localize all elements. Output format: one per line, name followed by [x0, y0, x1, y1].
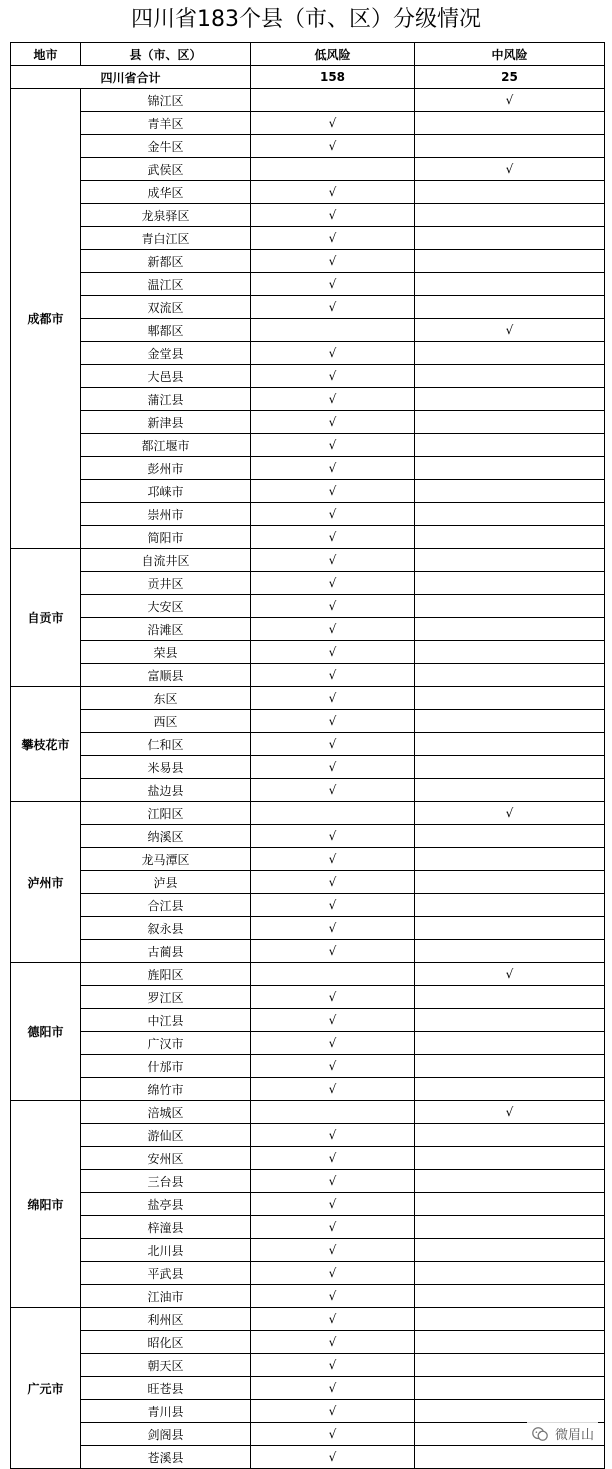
low-risk-cell: √ [251, 733, 415, 756]
county-cell: 旌阳区 [81, 963, 251, 986]
low-risk-cell: √ [251, 825, 415, 848]
table-row [11, 434, 605, 457]
county-cell: 简阳市 [81, 526, 251, 549]
table-row [11, 963, 605, 986]
low-risk-cell: √ [251, 1032, 415, 1055]
table-row [11, 1009, 605, 1032]
table-row [11, 572, 605, 595]
city-cell: 攀枝花市 [11, 687, 81, 802]
city-cell: 成都市 [11, 89, 81, 549]
table-row [11, 1331, 605, 1354]
county-cell: 都江堰市 [81, 434, 251, 457]
county-cell: 游仙区 [81, 1124, 251, 1147]
mid-risk-cell [415, 618, 605, 641]
mid-risk-cell [415, 1078, 605, 1101]
county-cell: 金牛区 [81, 135, 251, 158]
mid-risk-cell [415, 1239, 605, 1262]
low-risk-cell: √ [251, 250, 415, 273]
table-row [11, 940, 605, 963]
watermark [527, 1422, 598, 1445]
table-row [11, 618, 605, 641]
low-risk-cell: √ [251, 779, 415, 802]
table-row [11, 135, 605, 158]
watermark-text: 微眉山 [554, 1428, 594, 1443]
table-row [11, 1032, 605, 1055]
mid-risk-cell [415, 1216, 605, 1239]
mid-risk-cell [415, 687, 605, 710]
low-risk-cell: √ [251, 526, 415, 549]
mid-risk-cell [415, 664, 605, 687]
low-risk-cell: √ [251, 549, 415, 572]
table-row [11, 1055, 605, 1078]
county-cell: 锦江区 [81, 89, 251, 112]
table-row [11, 365, 605, 388]
mid-risk-cell [415, 1308, 605, 1331]
mid-risk-cell [415, 1446, 605, 1469]
table-row [11, 112, 605, 135]
page-title: 四川省183个县（市、区）分级情况 [131, 7, 481, 32]
county-cell: 自流井区 [81, 549, 251, 572]
total-low: 158 [251, 66, 415, 89]
county-cell: 金堂县 [81, 342, 251, 365]
county-cell: 龙泉驿区 [81, 204, 251, 227]
mid-risk-cell [415, 1354, 605, 1377]
table-row [11, 756, 605, 779]
mid-risk-cell [415, 434, 605, 457]
mid-risk-cell [415, 1400, 605, 1423]
mid-risk-cell [415, 526, 605, 549]
low-risk-cell: √ [251, 1308, 415, 1331]
table-row [11, 1170, 605, 1193]
county-cell: 盐边县 [81, 779, 251, 802]
table-row [11, 1101, 605, 1124]
low-risk-cell: √ [251, 1400, 415, 1423]
county-cell: 青羊区 [81, 112, 251, 135]
county-cell: 富顺县 [81, 664, 251, 687]
low-risk-cell: √ [251, 227, 415, 250]
low-risk-cell: √ [251, 848, 415, 871]
low-risk-cell: √ [251, 365, 415, 388]
county-cell: 绵竹市 [81, 1078, 251, 1101]
table-row [11, 1423, 605, 1446]
county-cell: 彭州市 [81, 457, 251, 480]
mid-risk-cell [415, 1262, 605, 1285]
table-row [11, 779, 605, 802]
mid-risk-cell [415, 388, 605, 411]
low-risk-cell: √ [251, 181, 415, 204]
low-risk-cell: √ [251, 1262, 415, 1285]
city-cell: 泸州市 [11, 802, 81, 963]
county-cell: 温江区 [81, 273, 251, 296]
mid-risk-cell [415, 572, 605, 595]
table-row [11, 480, 605, 503]
table-row [11, 986, 605, 1009]
table-row [11, 526, 605, 549]
table-row [11, 825, 605, 848]
table-row [11, 1377, 605, 1400]
low-risk-cell: √ [251, 1377, 415, 1400]
low-risk-cell: √ [251, 1239, 415, 1262]
county-cell: 武侯区 [81, 158, 251, 181]
county-cell: 江阳区 [81, 802, 251, 825]
low-risk-cell: √ [251, 1446, 415, 1469]
mid-risk-cell [415, 457, 605, 480]
county-cell: 青川县 [81, 1400, 251, 1423]
mid-risk-cell [415, 181, 605, 204]
low-risk-cell: √ [251, 756, 415, 779]
table-row [11, 549, 605, 572]
mid-risk-cell [415, 365, 605, 388]
mid-risk-cell [415, 1377, 605, 1400]
low-risk-cell: √ [251, 112, 415, 135]
header-county: 县（市、区） [81, 43, 251, 66]
low-risk-cell: √ [251, 411, 415, 434]
county-cell: 合江县 [81, 894, 251, 917]
low-risk-cell: √ [251, 572, 415, 595]
county-cell: 郫都区 [81, 319, 251, 342]
table-row [11, 319, 605, 342]
county-cell: 龙马潭区 [81, 848, 251, 871]
mid-risk-cell [415, 273, 605, 296]
county-cell: 朝天区 [81, 1354, 251, 1377]
low-risk-cell: √ [251, 687, 415, 710]
mid-risk-cell [415, 641, 605, 664]
county-cell: 双流区 [81, 296, 251, 319]
table-row [11, 1262, 605, 1285]
low-risk-cell: √ [251, 1009, 415, 1032]
low-risk-cell: √ [251, 595, 415, 618]
mid-risk-cell [415, 480, 605, 503]
mid-risk-cell [415, 503, 605, 526]
mid-risk-cell [415, 1124, 605, 1147]
mid-risk-cell [415, 296, 605, 319]
county-cell: 成华区 [81, 181, 251, 204]
mid-risk-cell: √ [415, 158, 605, 181]
county-cell: 东区 [81, 687, 251, 710]
county-cell: 广汉市 [81, 1032, 251, 1055]
city-cell: 德阳市 [11, 963, 81, 1101]
mid-risk-cell: √ [415, 963, 605, 986]
low-risk-cell: √ [251, 388, 415, 411]
mid-risk-cell: √ [415, 1101, 605, 1124]
table-row [11, 1446, 605, 1469]
header-row [11, 43, 605, 66]
county-cell: 蒲江县 [81, 388, 251, 411]
mid-risk-cell [415, 779, 605, 802]
county-cell: 新津县 [81, 411, 251, 434]
wechat-icon [531, 1425, 549, 1443]
table-row [11, 1239, 605, 1262]
low-risk-cell: √ [251, 871, 415, 894]
mid-risk-cell [415, 1170, 605, 1193]
mid-risk-cell [415, 940, 605, 963]
county-cell: 三台县 [81, 1170, 251, 1193]
mid-risk-cell [415, 1193, 605, 1216]
header-low-risk: 低风险 [251, 43, 415, 66]
mid-risk-cell: √ [415, 319, 605, 342]
table-row [11, 457, 605, 480]
low-risk-cell: √ [251, 1055, 415, 1078]
table-row [11, 1124, 605, 1147]
low-risk-cell [251, 319, 415, 342]
county-cell: 青白江区 [81, 227, 251, 250]
low-risk-cell: √ [251, 457, 415, 480]
table-row [11, 802, 605, 825]
county-cell: 叙永县 [81, 917, 251, 940]
low-risk-cell: √ [251, 204, 415, 227]
table-row [11, 641, 605, 664]
county-cell: 剑阁县 [81, 1423, 251, 1446]
county-cell: 邛崃市 [81, 480, 251, 503]
city-cell: 自贡市 [11, 549, 81, 687]
table-row [11, 871, 605, 894]
low-risk-cell: √ [251, 1423, 415, 1446]
low-risk-cell: √ [251, 342, 415, 365]
low-risk-cell: √ [251, 135, 415, 158]
low-risk-cell [251, 1101, 415, 1124]
low-risk-cell: √ [251, 940, 415, 963]
low-risk-cell: √ [251, 503, 415, 526]
mid-risk-cell [415, 825, 605, 848]
mid-risk-cell [415, 848, 605, 871]
low-risk-cell: √ [251, 1216, 415, 1239]
table-row [11, 411, 605, 434]
county-cell: 纳溪区 [81, 825, 251, 848]
low-risk-cell: √ [251, 480, 415, 503]
county-cell: 贡井区 [81, 572, 251, 595]
low-risk-cell [251, 158, 415, 181]
low-risk-cell: √ [251, 1285, 415, 1308]
low-risk-cell: √ [251, 1078, 415, 1101]
mid-risk-cell [415, 917, 605, 940]
mid-risk-cell [415, 871, 605, 894]
county-cell: 昭化区 [81, 1331, 251, 1354]
mid-risk-cell [415, 1009, 605, 1032]
table-row [11, 89, 605, 112]
table-row [11, 388, 605, 411]
total-row [11, 66, 605, 89]
low-risk-cell: √ [251, 1354, 415, 1377]
mid-risk-cell [415, 1055, 605, 1078]
county-cell: 古蔺县 [81, 940, 251, 963]
header-mid-risk: 中风险 [415, 43, 605, 66]
mid-risk-cell [415, 204, 605, 227]
table-row [11, 1308, 605, 1331]
table-row [11, 848, 605, 871]
county-cell: 安州区 [81, 1147, 251, 1170]
county-cell: 沿滩区 [81, 618, 251, 641]
mid-risk-cell [415, 986, 605, 1009]
low-risk-cell: √ [251, 894, 415, 917]
mid-risk-cell [415, 1032, 605, 1055]
total-label: 四川省合计 [11, 66, 251, 89]
table-row [11, 250, 605, 273]
table-row [11, 710, 605, 733]
county-cell: 苍溪县 [81, 1446, 251, 1469]
county-cell: 泸县 [81, 871, 251, 894]
mid-risk-cell [415, 894, 605, 917]
low-risk-cell [251, 802, 415, 825]
low-risk-cell: √ [251, 641, 415, 664]
county-cell: 新都区 [81, 250, 251, 273]
low-risk-cell: √ [251, 434, 415, 457]
table-row [11, 204, 605, 227]
city-cell: 广元市 [11, 1308, 81, 1469]
low-risk-cell: √ [251, 273, 415, 296]
low-risk-cell: √ [251, 664, 415, 687]
county-cell: 利州区 [81, 1308, 251, 1331]
table-row [11, 273, 605, 296]
table-row [11, 342, 605, 365]
low-risk-cell: √ [251, 1331, 415, 1354]
mid-risk-cell [415, 112, 605, 135]
table-row [11, 894, 605, 917]
mid-risk-cell [415, 710, 605, 733]
low-risk-cell: √ [251, 618, 415, 641]
table-row [11, 1216, 605, 1239]
low-risk-cell: √ [251, 1147, 415, 1170]
header-city: 地市 [11, 43, 81, 66]
table-row [11, 733, 605, 756]
mid-risk-cell [415, 595, 605, 618]
county-cell: 罗江区 [81, 986, 251, 1009]
table-row [11, 1147, 605, 1170]
county-cell: 江油市 [81, 1285, 251, 1308]
low-risk-cell: √ [251, 296, 415, 319]
table-row [11, 595, 605, 618]
low-risk-cell: √ [251, 1170, 415, 1193]
mid-risk-cell [415, 342, 605, 365]
table-row [11, 1078, 605, 1101]
mid-risk-cell [415, 135, 605, 158]
mid-risk-cell [415, 1331, 605, 1354]
county-cell: 涪城区 [81, 1101, 251, 1124]
table-row [11, 1354, 605, 1377]
mid-risk-cell: √ [415, 802, 605, 825]
mid-risk-cell [415, 733, 605, 756]
county-cell: 米易县 [81, 756, 251, 779]
risk-table [10, 42, 605, 1469]
low-risk-cell: √ [251, 986, 415, 1009]
county-cell: 中江县 [81, 1009, 251, 1032]
table-row [11, 1193, 605, 1216]
table-row [11, 1285, 605, 1308]
total-mid: 25 [415, 66, 605, 89]
mid-risk-cell [415, 1285, 605, 1308]
county-cell: 北川县 [81, 1239, 251, 1262]
county-cell: 大邑县 [81, 365, 251, 388]
county-cell: 大安区 [81, 595, 251, 618]
table-row [11, 181, 605, 204]
county-cell: 荣县 [81, 641, 251, 664]
county-cell: 什邡市 [81, 1055, 251, 1078]
mid-risk-cell [415, 227, 605, 250]
table-row [11, 296, 605, 319]
county-cell: 旺苍县 [81, 1377, 251, 1400]
county-cell: 仁和区 [81, 733, 251, 756]
table-row [11, 687, 605, 710]
low-risk-cell [251, 963, 415, 986]
mid-risk-cell [415, 250, 605, 273]
table-row [11, 158, 605, 181]
low-risk-cell: √ [251, 917, 415, 940]
low-risk-cell: √ [251, 1193, 415, 1216]
table-row [11, 1400, 605, 1423]
table-row [11, 503, 605, 526]
low-risk-cell: √ [251, 710, 415, 733]
mid-risk-cell [415, 411, 605, 434]
table-row [11, 664, 605, 687]
city-cell: 绵阳市 [11, 1101, 81, 1308]
low-risk-cell: √ [251, 1124, 415, 1147]
county-cell: 平武县 [81, 1262, 251, 1285]
table-row [11, 917, 605, 940]
low-risk-cell [251, 89, 415, 112]
mid-risk-cell [415, 549, 605, 572]
mid-risk-cell: √ [415, 89, 605, 112]
mid-risk-cell [415, 1147, 605, 1170]
county-cell: 盐亭县 [81, 1193, 251, 1216]
table-row [11, 227, 605, 250]
county-cell: 梓潼县 [81, 1216, 251, 1239]
mid-risk-cell [415, 756, 605, 779]
county-cell: 崇州市 [81, 503, 251, 526]
county-cell: 西区 [81, 710, 251, 733]
